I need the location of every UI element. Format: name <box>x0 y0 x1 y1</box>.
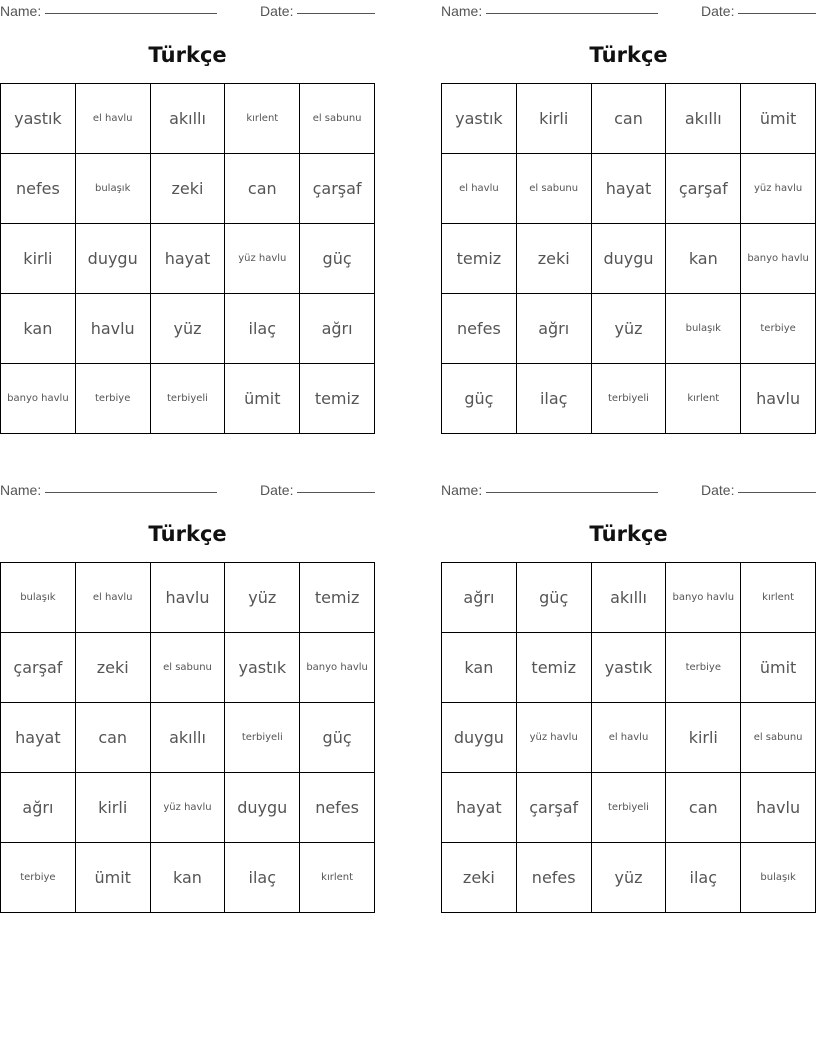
bingo-cell: yüz havlu <box>225 224 300 294</box>
bingo-cell: kirli <box>1 224 76 294</box>
bingo-cell: el sabunu <box>741 703 816 773</box>
bingo-cell: yüz havlu <box>517 703 592 773</box>
bingo-cell: banyo havlu <box>300 633 375 703</box>
date-label: Date: <box>260 3 294 19</box>
bingo-cell: bulaşık <box>1 563 76 633</box>
bingo-cell: terbiye <box>1 843 76 913</box>
bingo-cell: can <box>666 773 741 843</box>
bingo-cell: hayat <box>442 773 517 843</box>
bingo-cell: el havlu <box>76 563 151 633</box>
name-line <box>0 0 217 22</box>
bingo-grid <box>0 83 375 434</box>
bingo-cell: terbiye <box>76 364 151 434</box>
bingo-cell: akıllı <box>151 703 226 773</box>
bingo-cell: güç <box>300 703 375 773</box>
bingo-cell: havlu <box>151 563 226 633</box>
bingo-cell: zeki <box>151 154 226 224</box>
bingo-cell: akıllı <box>666 84 741 154</box>
date-label: Date: <box>260 482 294 498</box>
bingo-cell: nefes <box>442 294 517 364</box>
bingo-cell: el havlu <box>76 84 151 154</box>
name-blank[interactable] <box>45 3 217 14</box>
bingo-cell: temiz <box>300 364 375 434</box>
card-title: Türkçe <box>589 43 668 67</box>
bingo-cell: yastık <box>442 84 517 154</box>
bingo-cell: ümit <box>741 633 816 703</box>
bingo-cell: yüz havlu <box>151 773 226 843</box>
bingo-cell: can <box>225 154 300 224</box>
bingo-cell: banyo havlu <box>741 224 816 294</box>
name-label: Name: <box>441 482 483 498</box>
bingo-cell: güç <box>442 364 517 434</box>
bingo-cell: banyo havlu <box>1 364 76 434</box>
date-label: Date: <box>701 3 735 19</box>
date-blank[interactable] <box>297 482 375 493</box>
bingo-cell: banyo havlu <box>666 563 741 633</box>
bingo-card-3 <box>0 479 376 919</box>
bingo-cell: el sabunu <box>151 633 226 703</box>
bingo-cell: zeki <box>76 633 151 703</box>
bingo-cell: hayat <box>592 154 667 224</box>
bingo-cell: hayat <box>1 703 76 773</box>
bingo-cell: havlu <box>76 294 151 364</box>
bingo-card-4 <box>441 479 816 919</box>
bingo-grid <box>441 83 816 434</box>
bingo-cell: temiz <box>300 563 375 633</box>
name-line <box>441 479 658 501</box>
date-blank[interactable] <box>297 3 375 14</box>
bingo-cell: duygu <box>225 773 300 843</box>
card-title: Türkçe <box>148 522 227 546</box>
bingo-cell: çarşaf <box>300 154 375 224</box>
bingo-cell: kirli <box>517 84 592 154</box>
bingo-cell: çarşaf <box>666 154 741 224</box>
bingo-cell: yastık <box>225 633 300 703</box>
date-blank[interactable] <box>738 3 816 14</box>
bingo-cell: ilaç <box>666 843 741 913</box>
name-label: Name: <box>0 3 42 19</box>
bingo-cell: el havlu <box>592 703 667 773</box>
bingo-cell: duygu <box>76 224 151 294</box>
name-label: Name: <box>0 482 42 498</box>
bingo-cell: can <box>76 703 151 773</box>
bingo-cell: yastık <box>1 84 76 154</box>
bingo-cell: yüz <box>592 843 667 913</box>
bingo-cell: duygu <box>592 224 667 294</box>
name-blank[interactable] <box>45 482 217 493</box>
bingo-cell: terbiye <box>666 633 741 703</box>
bingo-cell: akıllı <box>151 84 226 154</box>
bingo-cell: havlu <box>741 773 816 843</box>
bingo-cell: kan <box>151 843 226 913</box>
bingo-cell: güç <box>517 563 592 633</box>
bingo-cell: kirli <box>76 773 151 843</box>
bingo-cell: ilaç <box>517 364 592 434</box>
bingo-cell: ümit <box>225 364 300 434</box>
bingo-cell: kırlent <box>741 563 816 633</box>
bingo-cell: can <box>592 84 667 154</box>
bingo-cell: ağrı <box>442 563 517 633</box>
date-blank[interactable] <box>738 482 816 493</box>
name-line <box>0 479 217 501</box>
card-title: Türkçe <box>589 522 668 546</box>
bingo-cell: ağrı <box>517 294 592 364</box>
bingo-cell: zeki <box>442 843 517 913</box>
bingo-cell: ilaç <box>225 843 300 913</box>
bingo-cell: havlu <box>741 364 816 434</box>
bingo-cell: yüz <box>151 294 226 364</box>
bingo-cell: hayat <box>151 224 226 294</box>
bingo-cell: duygu <box>442 703 517 773</box>
bingo-grid <box>0 562 375 913</box>
bingo-cell: bulaşık <box>666 294 741 364</box>
date-line <box>260 479 375 501</box>
bingo-cell: kırlent <box>300 843 375 913</box>
bingo-grid <box>441 562 816 913</box>
bingo-cell: güç <box>300 224 375 294</box>
name-blank[interactable] <box>486 482 658 493</box>
bingo-cell: nefes <box>1 154 76 224</box>
bingo-card-1 <box>0 0 376 440</box>
date-line <box>701 0 816 22</box>
card-title: Türkçe <box>148 43 227 67</box>
bingo-cell: terbiye <box>741 294 816 364</box>
bingo-cell: terbiyeli <box>151 364 226 434</box>
bingo-cell: temiz <box>442 224 517 294</box>
bingo-cell: kan <box>666 224 741 294</box>
bingo-cell: nefes <box>517 843 592 913</box>
bingo-cell: ilaç <box>225 294 300 364</box>
bingo-cell: el sabunu <box>517 154 592 224</box>
bingo-cell: yüz havlu <box>741 154 816 224</box>
date-line <box>701 479 816 501</box>
name-line <box>441 0 658 22</box>
bingo-cell: kan <box>442 633 517 703</box>
bingo-card-2 <box>441 0 816 440</box>
date-label: Date: <box>701 482 735 498</box>
name-blank[interactable] <box>486 3 658 14</box>
bingo-cell: akıllı <box>592 563 667 633</box>
bingo-cell: nefes <box>300 773 375 843</box>
bingo-cell: kırlent <box>666 364 741 434</box>
bingo-cell: kirli <box>666 703 741 773</box>
bingo-cell: yüz <box>225 563 300 633</box>
bingo-cell: terbiyeli <box>592 773 667 843</box>
bingo-cell: ümit <box>741 84 816 154</box>
bingo-cell: yüz <box>592 294 667 364</box>
date-line <box>260 0 375 22</box>
bingo-cell: bulaşık <box>741 843 816 913</box>
bingo-cell: terbiyeli <box>592 364 667 434</box>
bingo-cell: ağrı <box>1 773 76 843</box>
bingo-cell: çarşaf <box>517 773 592 843</box>
bingo-cell: ağrı <box>300 294 375 364</box>
bingo-cell: kan <box>1 294 76 364</box>
bingo-cell: bulaşık <box>76 154 151 224</box>
bingo-cell: yastık <box>592 633 667 703</box>
bingo-cell: el havlu <box>442 154 517 224</box>
name-label: Name: <box>441 3 483 19</box>
bingo-cell: kırlent <box>225 84 300 154</box>
bingo-cell: çarşaf <box>1 633 76 703</box>
bingo-cell: terbiyeli <box>225 703 300 773</box>
bingo-cell: zeki <box>517 224 592 294</box>
bingo-cell: ümit <box>76 843 151 913</box>
bingo-cell: temiz <box>517 633 592 703</box>
bingo-cell: el sabunu <box>300 84 375 154</box>
